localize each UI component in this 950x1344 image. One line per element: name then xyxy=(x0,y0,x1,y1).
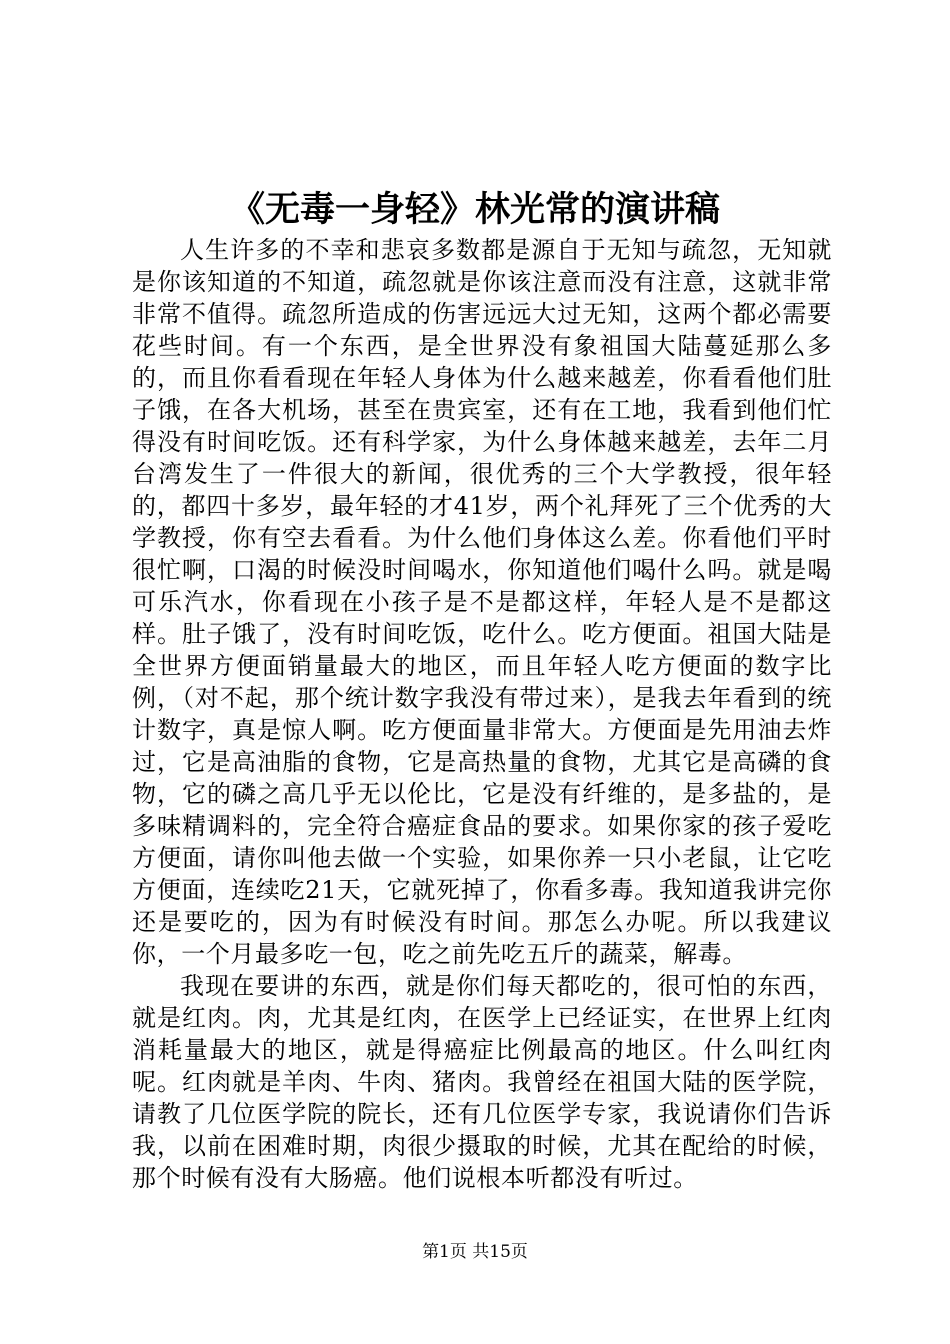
paragraph-2: 我现在要讲的东西，就是你们每天都吃的，很可怕的东西，就是红肉。肉，尤其是红肉，在医学上已经证实，在世界上红肉消耗量最大的地区，就是得癌症比例最高的地区。什么叫红肉呢。红肉就是羊肉、牛肉、猪肉。我曾经在祖国大陆的医学院，请教了几位医学院的院长，还有几位医学专家，我说请你们告诉我，以前在困难时期，肉很少摄取的时候，尤其在配给的时候，那个时候有没有大肠癌。他们说根本听都没有听过。 xyxy=(132,972,832,1192)
page-title: 《无毒一身轻》林光常的演讲稿 xyxy=(229,189,720,230)
paragraph-1: 人生许多的不幸和悲哀多数都是源自于无知与疏忽，无知就是你该知道的不知道，疏忽就是你该注意而没有注意，这就非常非常不值得。疏忽所造成的伤害远远大过无知，这两个都必需要花些时间。有一个东西，是全世界没有象祖国大陆蔓延那么多的，而且你看看现在年轻人身体为什么越来越差，你看看他们肚子饿，在各大机场，甚至在贵宾室，还有在工地，我看到他们忙得没有时间吃饭。还有科学家，为什么身体越来越差，去年二月台湾发生了一件很大的新闻，很优秀的三个大学教授，很年轻的，都四十多岁，最年轻的才41岁，两个礼拜死了三个优秀的大学教授，你有空去看看。为什么他们身体这么差。你看他们平时很忙啊，口渴的时候没时间喝水，你知道他们喝什么吗。就是喝可乐汽水，你看现在小孩子是不是都这样，年轻人是不是都这样。肚子饿了，没有时间吃饭，吃什么。吃方便面。祖国大陆是全世界方便面销量最大的地区，而且年轻人吃方便面的数字比例，（对不起，那个统计数字我没有带过来），是我去年看到的统计数字，真是惊人啊。吃方便面量非常大。方便面是先用油去炸过，它是高油脂的食物，它是高热量的食物，尤其它是高磷的食物，它的磷之高几乎无以伦比，它是没有纤维的，是多盐的，是多味精调料的，完全符合癌症食品的要求。如果你家的孩子爱吃方便面，请你叫他去做一个实验，如果你养一只小老鼠，让它吃方便面，连续吃21天，它就死掉了，你看多毒。我知道我讲完你还是要吃的，因为有时候没有时间。那怎么办呢。所以我建议你，一个月最多吃一包，吃之前先吃五斤的蔬菜，解毒。 xyxy=(132,236,832,968)
document-body xyxy=(132,234,832,1194)
page-number-footer: 第1页 共15页 xyxy=(422,1242,528,1262)
